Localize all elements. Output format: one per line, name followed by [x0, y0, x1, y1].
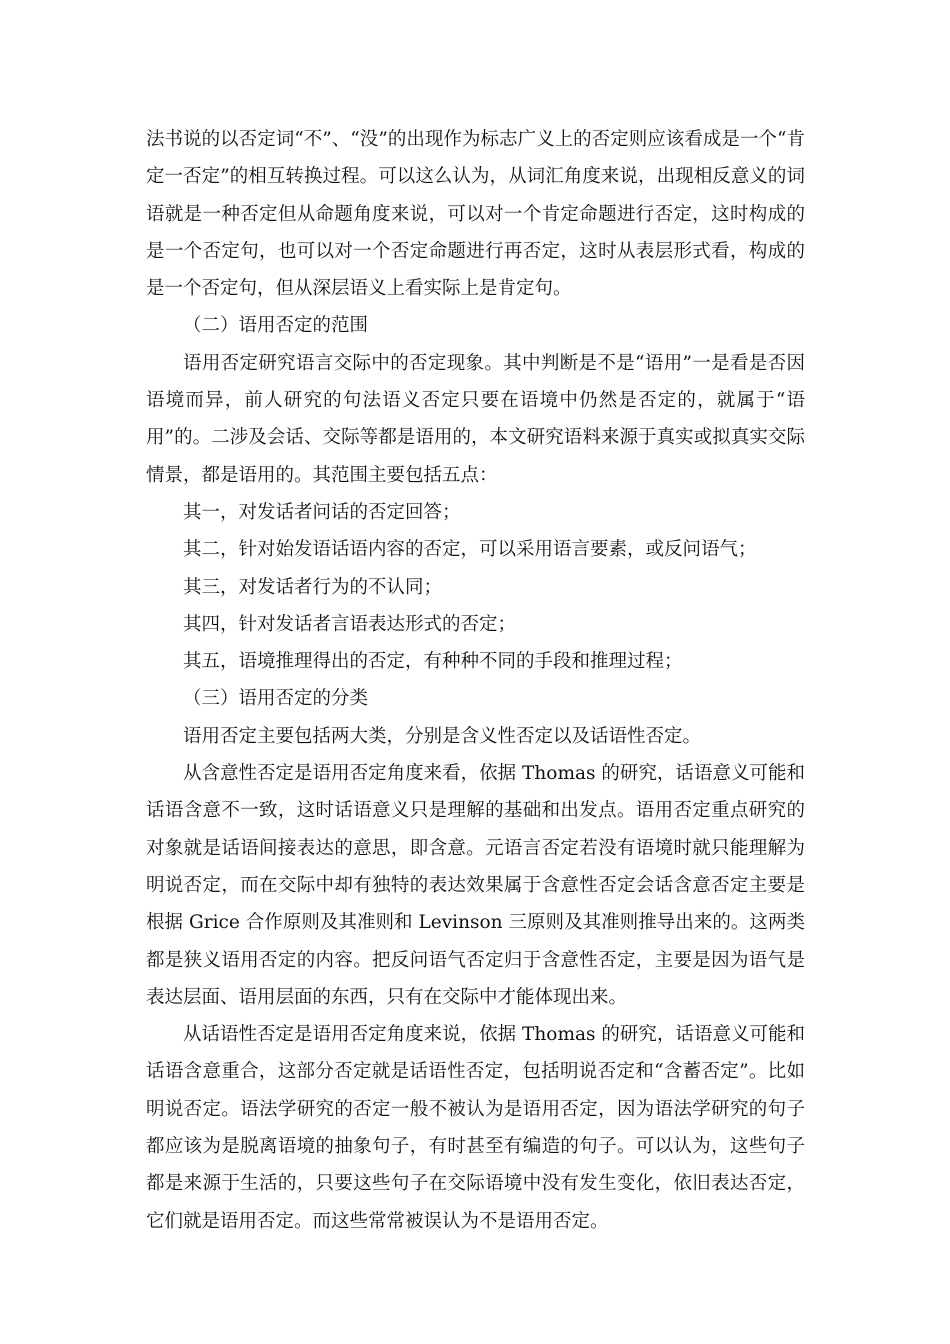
paragraph-11: 从含意性否定是语用否定角度来看，依据 Thomas 的研究，话语意义可能和话语含意不一致，这时话语意义只是理解的基础和出发点。语用否定重点研究的对象就是话语间接表达的意思，即含意。元语言否定若没有语境时就只能理解为明说否定，而在交际中却有独特的表达效果属于含意性否定会话含意否定主要是根据 Grice 合作原则及其准则和 Levinson 三原则及其准则推导出来的。这两类都是狭义语用否定的内容。把反问语气否定归于含意性否定，主要是因为语气是表达层面、语用层面的东西，只有在交际中才能体现出来。	[146, 763, 805, 1008]
list-item-3: 其三，对发话者行为的不认同；	[183, 576, 443, 598]
section-heading-2: （二）语用否定的范围	[183, 315, 369, 337]
paragraph-1: 法书说的以否定词“不”、“没”的出现作为标志广义上的否定则应该看成是一个“肯定一否定”的相互转换过程。可以这么认为，从词汇角度来说，出现相反意义的词语就是一种否定但从命题角度来说，可以对一个肯定命题进行否定，这时构成的是一个否定句，也可以对一个否定命题进行再否定，这时从表层形式看，构成的是一个否定句，但从深层语义上看实际上是肯定句。	[146, 129, 805, 300]
list-item-1: 其一，对发话者问话的否定回答；	[183, 501, 461, 523]
paragraph-12: 从话语性否定是语用否定角度来说，依据 Thomas 的研究，话语意义可能和话语含意重合，这部分否定就是话语性否定，包括明说否定和“含蓄否定”。比如明说否定。语法学研究的否定一般不被认为是语用否定，因为语法学研究的句子都应该为是脱离语境的抽象句子，有时甚至有编造的句子。可以认为，这些句子都是来源于生活的，只要这些句子在交际语境中没有发生变化，依旧表达否定，它们就是语用否定。而这些常常被误认为不是语用否定。	[146, 1024, 805, 1232]
list-item-5: 其五，语境推理得出的否定，有种种不同的手段和推理过程；	[183, 651, 683, 673]
section-heading-3: （三）语用否定的分类	[183, 688, 369, 710]
paragraph-10: 语用否定主要包括两大类，分别是含义性否定以及话语性否定。	[183, 725, 702, 747]
list-item-4: 其四，针对发话者言语表达形式的否定；	[183, 613, 517, 635]
list-item-2: 其二，针对始发语话语内容的否定，可以采用语言要素，或反问语气；	[183, 539, 757, 561]
document-page	[146, 121, 805, 1240]
paragraph-3: 语用否定研究语言交际中的否定现象。其中判断是不是“语用”一是看是否因语境而异，前人研究的句法语义否定只要在语境中仍然是否定的，就属于“语用”的。二涉及会话、交际等都是语用的，本文研究语料来源于真实或拟真实交际情景，都是语用的。其范围主要包括五点：	[146, 352, 805, 486]
